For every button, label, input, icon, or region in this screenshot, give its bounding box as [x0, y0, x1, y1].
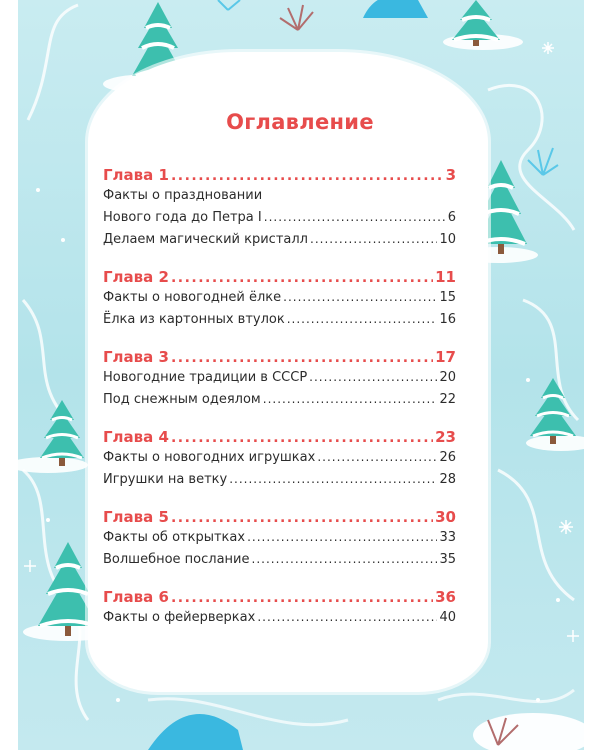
dot-leader	[287, 312, 438, 326]
chapter-page-number: 36	[435, 588, 456, 606]
entry-page-number: 28	[439, 472, 456, 487]
chapter-label: Глава 4	[103, 428, 169, 446]
page-title: Оглавление	[226, 110, 374, 134]
toc-entry[interactable]	[103, 450, 456, 472]
dot-leader	[310, 232, 437, 246]
toc-chapter-heading[interactable]	[103, 348, 456, 370]
dot-leader	[171, 350, 433, 366]
toc-entry[interactable]	[103, 210, 456, 232]
entry-page-number: 22	[439, 392, 456, 407]
toc-chapter-heading[interactable]	[103, 588, 456, 610]
toc-entry[interactable]	[103, 370, 456, 392]
entry-page-number: 26	[439, 450, 456, 465]
dot-leader	[317, 450, 437, 464]
dot-leader	[257, 610, 437, 624]
dot-leader	[252, 552, 438, 566]
christmas-tree-icon	[40, 400, 84, 470]
entry-title: Факты о праздновании	[103, 188, 263, 203]
entry-title: Факты об открытках	[103, 530, 246, 545]
christmas-tree-icon	[530, 378, 576, 448]
entry-title: Факты о новогодних игрушках	[103, 450, 316, 465]
toc-entry[interactable]	[103, 610, 456, 632]
toc-chapter	[103, 166, 456, 254]
dot-leader	[264, 210, 446, 224]
chapter-label: Глава 3	[103, 348, 169, 366]
chapter-label: Глава 6	[103, 588, 169, 606]
entry-page-number: 35	[439, 552, 456, 567]
chapter-page-number: 3	[445, 166, 456, 184]
entry-title: Делаем магический кристалл	[103, 232, 308, 247]
dot-leader	[309, 370, 437, 384]
entry-page-number: 20	[439, 370, 456, 385]
toc-chapter	[103, 268, 456, 334]
chapter-label: Глава 1	[103, 166, 169, 184]
toc-chapter-heading[interactable]	[103, 268, 456, 290]
dot-leader	[283, 290, 437, 304]
toc-entry[interactable]	[103, 290, 456, 312]
chapter-label: Глава 2	[103, 268, 169, 286]
dot-leader	[229, 472, 437, 486]
toc-chapter-heading[interactable]	[103, 428, 456, 450]
chapter-page-number: 17	[435, 348, 456, 366]
toc-chapter	[103, 348, 456, 414]
toc-chapter-heading[interactable]	[103, 166, 456, 188]
entry-title: Игрушки на ветку	[103, 472, 228, 487]
toc-chapter	[103, 588, 456, 632]
dot-leader	[263, 392, 438, 406]
chapter-page-number: 30	[435, 508, 456, 526]
entry-page-number: 15	[439, 290, 456, 305]
dot-leader	[247, 530, 437, 544]
toc-chapter-heading[interactable]	[103, 508, 456, 530]
dot-leader	[171, 510, 433, 526]
toc-entry[interactable]	[103, 530, 456, 552]
entry-page-number: 6	[447, 210, 456, 225]
entry-page-number: 40	[439, 610, 456, 625]
chapter-label: Глава 5	[103, 508, 169, 526]
entry-page-number: 16	[439, 312, 456, 327]
entry-title: Нового года до Петра I	[103, 210, 262, 225]
chapter-page-number: 23	[435, 428, 456, 446]
entry-page-number: 33	[439, 530, 456, 545]
toc-chapter	[103, 508, 456, 574]
entry-title: Факты о новогодней ёлке	[103, 290, 282, 305]
entry-title: Новогодние традиции в СССР	[103, 370, 308, 385]
toc-entry[interactable]	[103, 552, 456, 574]
toc-entry[interactable]	[103, 472, 456, 494]
toc-chapter	[103, 428, 456, 494]
dot-leader	[171, 590, 433, 606]
entry-title: Волшебное послание	[103, 552, 250, 567]
toc-entry[interactable]	[103, 188, 456, 210]
toc-entry[interactable]	[103, 392, 456, 414]
entry-title: Ёлка из картонных втулок	[103, 312, 285, 327]
entry-title: Факты о фейерверках	[103, 610, 256, 625]
dot-leader	[171, 430, 433, 446]
dot-leader	[171, 168, 444, 184]
entry-page-number: 10	[439, 232, 456, 247]
christmas-tree-icon	[448, 0, 504, 48]
chapter-page-number: 11	[435, 268, 456, 286]
entry-title: Под снежным одеялом	[103, 392, 261, 407]
toc-entry[interactable]	[103, 312, 456, 334]
dot-leader	[171, 270, 433, 286]
table-of-contents	[103, 166, 456, 646]
toc-entry[interactable]	[103, 232, 456, 254]
